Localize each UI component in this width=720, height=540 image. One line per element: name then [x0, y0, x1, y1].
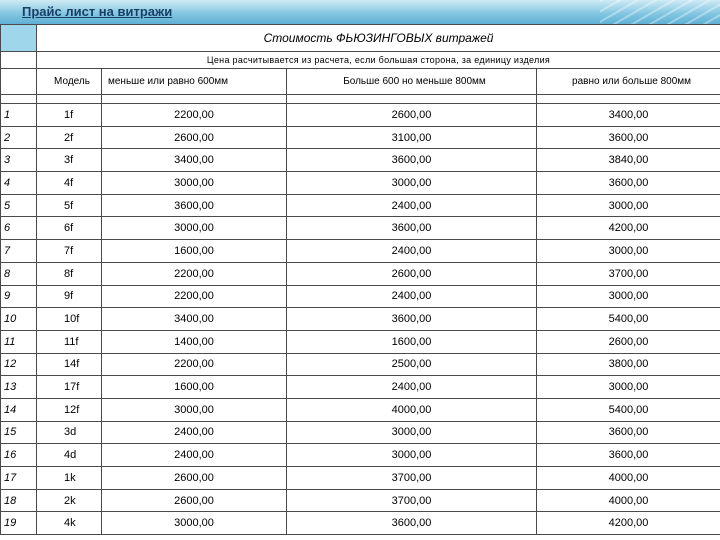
price-cell-col2: 3600,00 [287, 308, 537, 331]
table-row [1, 149, 720, 172]
row-number: 13 [1, 376, 37, 399]
table-note: Цена расчитывается из расчета, если большая сторона, за единицу изделия [37, 52, 720, 69]
row-number: 16 [1, 444, 37, 467]
price-cell-col2: 3000,00 [287, 421, 537, 444]
price-cell-col1: 1600,00 [102, 376, 287, 399]
table-row [1, 421, 720, 444]
header-col3: равно или больше 800мм [537, 69, 720, 95]
price-cell-col1: 2200,00 [102, 262, 287, 285]
price-cell-col2: 3700,00 [287, 467, 537, 490]
price-cell-col2: 3100,00 [287, 126, 537, 149]
model-cell: 1k [37, 467, 102, 490]
price-cell-col3: 4000,00 [537, 489, 720, 512]
price-cell-col3: 5400,00 [537, 308, 720, 331]
model-cell: 9f [37, 285, 102, 308]
price-cell-col2: 3600,00 [287, 217, 537, 240]
row-number: 6 [1, 217, 37, 240]
price-cell-col1: 2200,00 [102, 285, 287, 308]
price-cell-col1: 2600,00 [102, 489, 287, 512]
table-row [1, 172, 720, 195]
price-cell-col3: 3840,00 [537, 149, 720, 172]
price-cell-col2: 2400,00 [287, 376, 537, 399]
model-cell: 2k [37, 489, 102, 512]
table-row [1, 285, 720, 308]
price-table [0, 24, 720, 535]
model-cell: 2f [37, 126, 102, 149]
price-cell-col3: 3600,00 [537, 172, 720, 195]
header-col2: Больше 600 но меньше 800мм [287, 69, 537, 95]
title-bar [0, 0, 720, 25]
price-cell-col3: 3800,00 [537, 353, 720, 376]
row-number: 18 [1, 489, 37, 512]
row-number: 15 [1, 421, 37, 444]
price-cell-col1: 2200,00 [102, 104, 287, 127]
spacer-cell [102, 95, 287, 104]
price-cell-col2: 2600,00 [287, 104, 537, 127]
price-sheet [0, 24, 720, 540]
price-cell-col1: 2400,00 [102, 421, 287, 444]
spacer-cell [287, 95, 537, 104]
price-cell-col2: 3600,00 [287, 149, 537, 172]
table-row [1, 126, 720, 149]
table-row [1, 240, 720, 263]
page-title[interactable]: Прайс лист на витражи [22, 4, 173, 19]
model-cell: 3d [37, 421, 102, 444]
row-number: 8 [1, 262, 37, 285]
price-cell-col1: 3400,00 [102, 308, 287, 331]
row-number: 3 [1, 149, 37, 172]
price-cell-col2: 2400,00 [287, 194, 537, 217]
model-cell: 4f [37, 172, 102, 195]
corner-cell [1, 25, 37, 52]
price-cell-col1: 3000,00 [102, 217, 287, 240]
table-row [1, 194, 720, 217]
price-cell-col2: 3700,00 [287, 489, 537, 512]
price-cell-col3: 2600,00 [537, 330, 720, 353]
row-number: 7 [1, 240, 37, 263]
row-number: 19 [1, 512, 37, 535]
model-cell: 12f [37, 398, 102, 421]
table-row [1, 467, 720, 490]
table-row [1, 262, 720, 285]
model-cell: 17f [37, 376, 102, 399]
price-cell-col2: 3000,00 [287, 444, 537, 467]
price-cell-col3: 5400,00 [537, 398, 720, 421]
price-cell-col3: 4000,00 [537, 467, 720, 490]
spacer-cell [537, 95, 720, 104]
table-row [1, 489, 720, 512]
price-cell-col3: 3600,00 [537, 126, 720, 149]
row-number: 2 [1, 126, 37, 149]
price-cell-col1: 2600,00 [102, 126, 287, 149]
row-number: 10 [1, 308, 37, 331]
model-cell: 4d [37, 444, 102, 467]
header-col1: меньше или равно 600мм [102, 69, 287, 95]
model-cell: 4k [37, 512, 102, 535]
title-bar-decoration [600, 0, 720, 24]
row-number: 12 [1, 353, 37, 376]
row-number: 14 [1, 398, 37, 421]
row-number: 5 [1, 194, 37, 217]
table-row [1, 353, 720, 376]
price-cell-col2: 1600,00 [287, 330, 537, 353]
table-row [1, 308, 720, 331]
model-cell: 11f [37, 330, 102, 353]
row-number: 17 [1, 467, 37, 490]
table-row [1, 217, 720, 240]
row-number: 4 [1, 172, 37, 195]
price-cell-col2: 3600,00 [287, 512, 537, 535]
table-row [1, 444, 720, 467]
model-cell: 1f [37, 104, 102, 127]
price-cell-col1: 3000,00 [102, 512, 287, 535]
price-cell-col1: 1400,00 [102, 330, 287, 353]
price-cell-col1: 3000,00 [102, 398, 287, 421]
price-cell-col3: 3000,00 [537, 285, 720, 308]
price-cell-col2: 2500,00 [287, 353, 537, 376]
model-cell: 14f [37, 353, 102, 376]
price-cell-col3: 3400,00 [537, 104, 720, 127]
price-cell-col3: 4200,00 [537, 217, 720, 240]
price-cell-col2: 2400,00 [287, 240, 537, 263]
table-row [1, 398, 720, 421]
table-row [1, 376, 720, 399]
model-cell: 7f [37, 240, 102, 263]
price-cell-col3: 3600,00 [537, 444, 720, 467]
price-cell-col1: 3400,00 [102, 149, 287, 172]
table-caption: Стоимость ФЬЮЗИНГОВЫХ витражей [37, 25, 720, 52]
table-row [1, 104, 720, 127]
price-cell-col1: 2400,00 [102, 444, 287, 467]
price-cell-col3: 3000,00 [537, 376, 720, 399]
price-cell-col3: 4200,00 [537, 512, 720, 535]
spacer-cell [1, 95, 37, 104]
price-cell-col3: 3700,00 [537, 262, 720, 285]
header-model: Модель [37, 69, 102, 95]
spacer-cell [37, 95, 102, 104]
table-row [1, 512, 720, 535]
price-cell-col1: 2600,00 [102, 467, 287, 490]
price-cell-col1: 3000,00 [102, 172, 287, 195]
price-cell-col2: 2400,00 [287, 285, 537, 308]
price-cell-col2: 3000,00 [287, 172, 537, 195]
empty-cell [1, 69, 37, 95]
row-number: 1 [1, 104, 37, 127]
empty-cell [1, 52, 37, 69]
price-cell-col3: 3000,00 [537, 240, 720, 263]
model-cell: 5f [37, 194, 102, 217]
model-cell: 10f [37, 308, 102, 331]
price-cell-col1: 3600,00 [102, 194, 287, 217]
model-cell: 8f [37, 262, 102, 285]
table-row [1, 330, 720, 353]
row-number: 11 [1, 330, 37, 353]
model-cell: 6f [37, 217, 102, 240]
price-cell-col1: 2200,00 [102, 353, 287, 376]
price-cell-col1: 1600,00 [102, 240, 287, 263]
price-cell-col3: 3600,00 [537, 421, 720, 444]
price-cell-col3: 3000,00 [537, 194, 720, 217]
price-cell-col2: 2600,00 [287, 262, 537, 285]
price-cell-col2: 4000,00 [287, 398, 537, 421]
row-number: 9 [1, 285, 37, 308]
model-cell: 3f [37, 149, 102, 172]
